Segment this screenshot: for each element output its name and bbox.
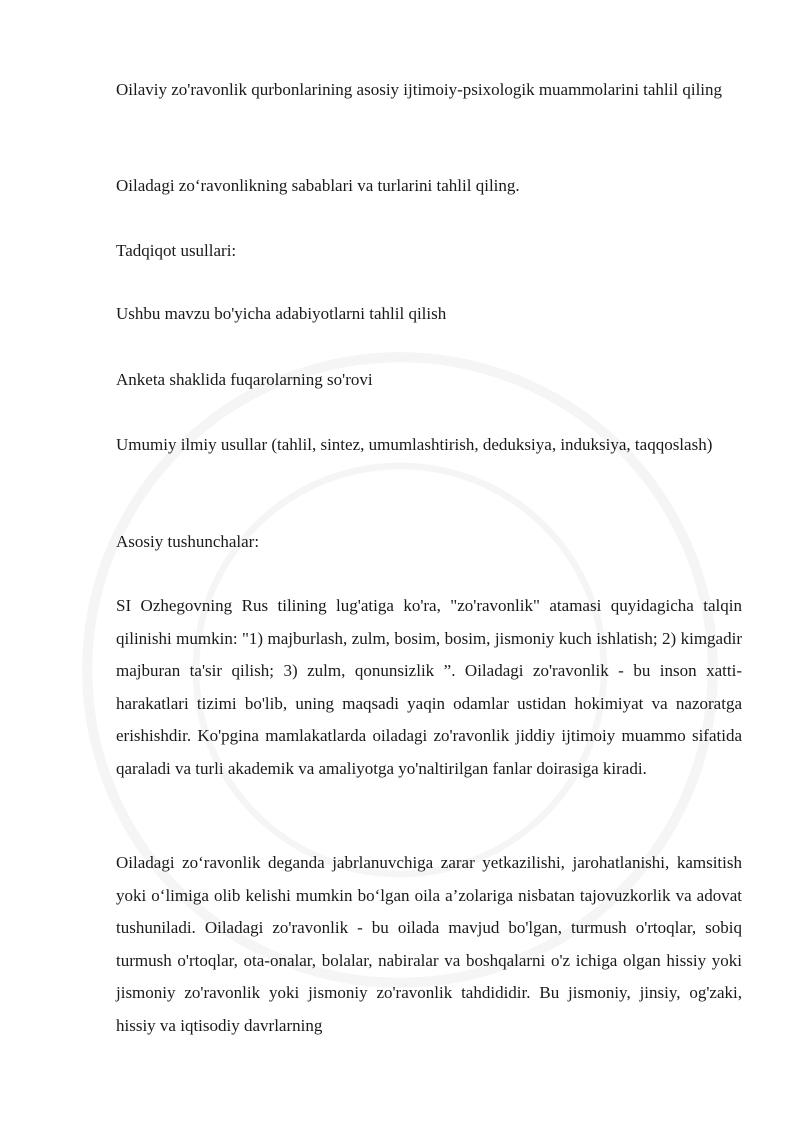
paragraph-3: Tadqiqot usullari: (116, 241, 237, 260)
paragraph-7: Asosiy tushunchalar: (116, 532, 260, 551)
paragraph-5: Anketa shaklida fuqarolarning so'rovi (116, 370, 373, 389)
paragraph-8: SI Ozhegovning Rus tilining lug'atiga ko'ra, "zo'ravonlik" atamasi quyidagicha talqin qilinishi mumkin: "1) majburlash, zulm, bosim, bosim, jismoniy kuch ishlatish; 2) kimgadir majburan ta'sir qilish; 3) zulm, qonunsizlik ”. Oiladagi zo'ravonlik - bu inson xatti-harakatlari tizimi bo'lib, uning maqsadi yaqin odamlar ustidan hokimiyat va nazoratga erishishdir. Ko'pgina mamlakatlarda oiladagi zo'ravonlik jiddiy ijtimoiy muammo sifatida qaraladi va turli akademik va amaliyotga yo'naltirilgan fanlar doirasiga kiradi. (116, 596, 742, 778)
paragraph-4: Ushbu mavzu bo'yicha adabiyotlarni tahlil qilish (116, 304, 447, 323)
paragraph-2: Oiladagi zo‘ravonlikning sabablari va turlarini tahlil qiling. (116, 176, 520, 195)
paragraph-6: Umumiy ilmiy usullar (tahlil, sintez, umumlashtirish, deduksiya, induksiya, taqqoslash) (116, 435, 713, 454)
paragraph-9: Oiladagi zo‘ravonlik deganda jabrlanuvchiga zarar yetkazilishi, jarohatlanishi, kamsitish yoki o‘limiga olib kelishi mumkin bo‘lgan oila a’zolariga nisbatan tajovuzkorlik va adovat tushuniladi. Oiladagi zo'ravonlik - bu oilada mavjud bo'lgan, turmush o'rtoqlar, sobiq turmush o'rtoqlar, ota-onalar, bolalar, nabiralar va boshqalarni o'z ichiga olgan hissiy yoki jismoniy zo'ravonlik yoki jismoniy zo'ravonlik tahdididir. Bu jismoniy, jinsiy, og'zaki, hissiy va iqtisodiy davrlarning (116, 853, 742, 1035)
paragraph-1: Oilaviy zo'ravonlik qurbonlarining asosiy ijtimoiy-psixologik muammolarini tahlil qiling (116, 80, 723, 99)
